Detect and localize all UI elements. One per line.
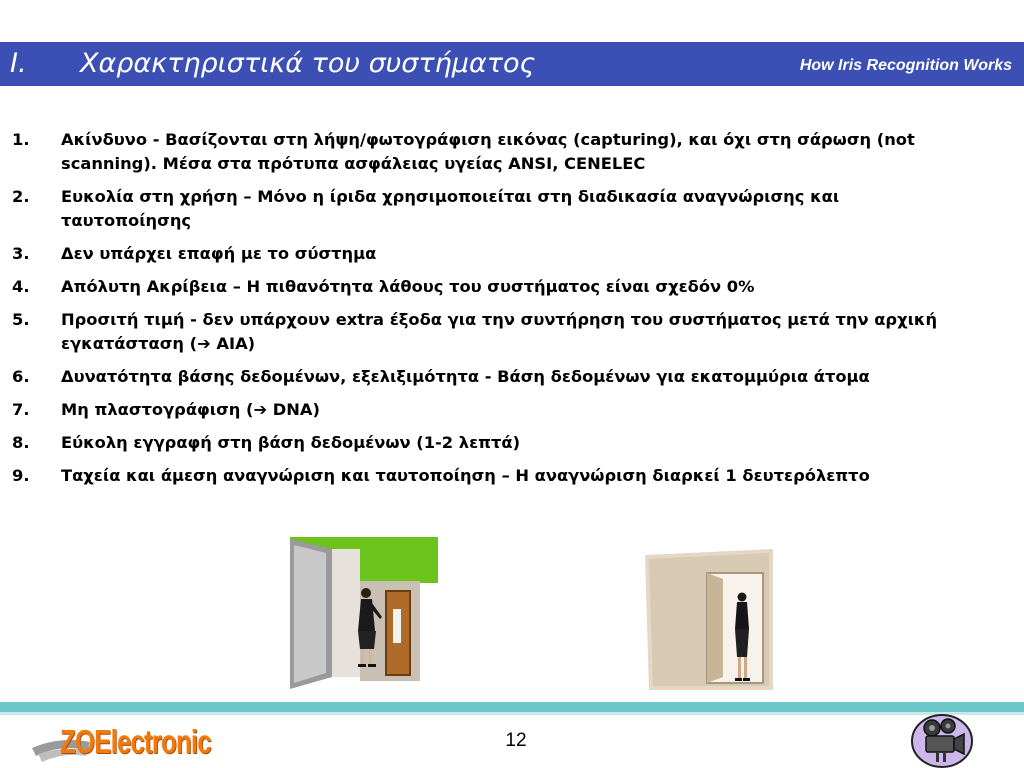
item-text: Προσιτή τιμή - δεν υπάρχουν extra έξοδα για την συντήρηση του συστήματος μετά την αρχική εγκατάσταση (➔ AIA) [61,310,938,353]
footer-band [0,702,1024,712]
item-number: 5. [12,310,30,329]
item-number: 7. [12,400,30,419]
company-logo: ZOElectronic [60,723,211,760]
doorway-illustration-left [290,537,438,690]
list-item [12,398,972,422]
feature-list [12,128,972,497]
page-number: 12 [505,730,527,751]
list-item [12,431,972,455]
item-number: 3. [12,244,30,263]
item-number: 9. [12,466,30,485]
slide-title [10,44,535,84]
item-text: Ταχεία και άμεση αναγνώριση και ταυτοποίηση – Η αναγνώριση διαρκεί 1 δευτερόλεπτο [61,466,870,485]
list-item [12,185,972,233]
list-item [12,242,972,266]
title-numeral: I. [10,48,27,79]
item-number: 4. [12,277,30,296]
item-text: Απόλυτη Ακρίβεια – Η πιθανότητα λάθους του συστήματος είναι σχεδόν 0% [61,277,755,296]
item-number: 2. [12,187,30,206]
item-text: Ευκολία στη χρήση – Μόνο η ίριδα χρησιμοποιείται στη διαδικασία αναγνώρισης και ταυτοποίησης [61,187,840,230]
item-text: Μη πλαστογράφιση (➔ DNA) [61,400,320,419]
item-number: 8. [12,433,30,452]
item-number: 6. [12,367,30,386]
list-item [12,275,972,299]
title-label: Χαρακτηριστικά του συστήματος [80,48,536,79]
slide-subtitle: How Iris Recognition Works [799,57,1012,74]
list-item [12,464,972,488]
item-text: Δεν υπάρχει επαφή με το σύστημα [61,244,377,263]
item-text: Εύκολη εγγραφή στη βάση δεδομένων (1-2 λεπτά) [61,433,521,452]
item-text: Δυνατότητα βάσης δεδομένων, εξελιξιμότητα - Βάση δεδομένων για εκατομμύρια άτομα [61,367,870,386]
list-item [12,365,972,389]
list-item [12,308,972,356]
doorway-illustration-right [645,549,773,690]
item-text: Ακίνδυνο - Βασίζονται στη λήψη/φωτογράφιση εικόνας (capturing), και όχι στη σάρωση (not scanning). Μέσα στα πρότυπα ασφάλειας υγείας ANSI, CENELEC [61,130,915,173]
list-item [12,128,972,176]
footer-band-light [0,712,1024,715]
item-number: 1. [12,130,30,149]
movie-camera-icon [910,711,974,768]
